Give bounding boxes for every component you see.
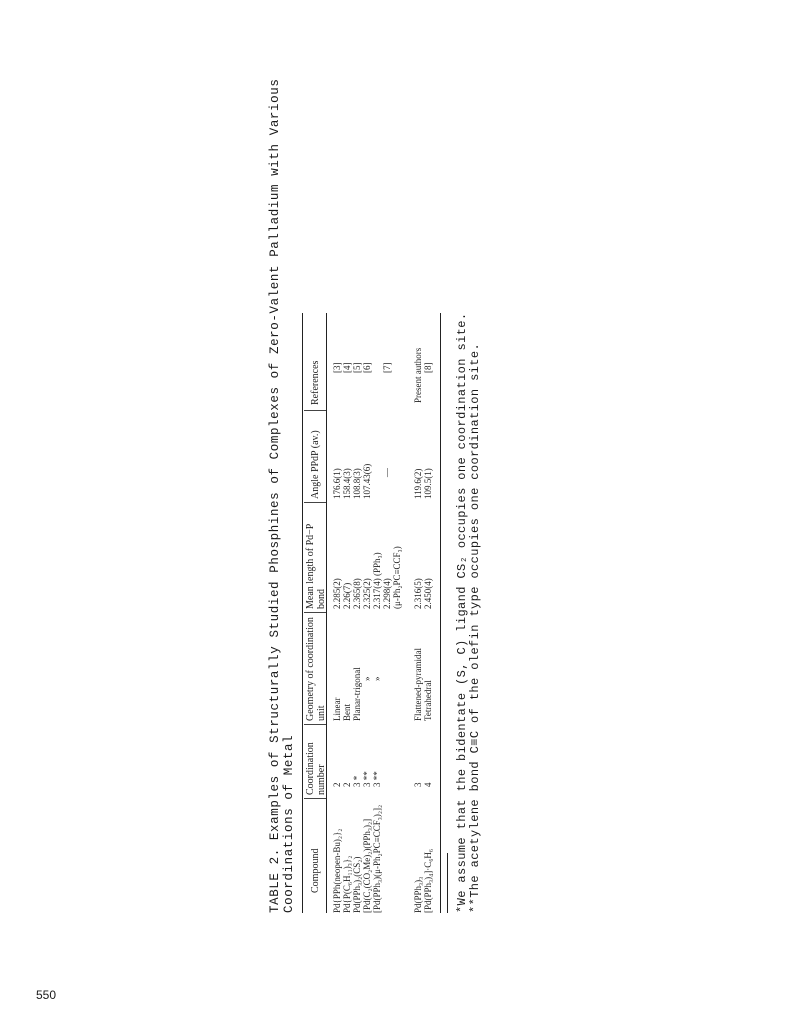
column-geometry	[413, 648, 433, 721]
cell-coord: 3 *	[352, 775, 362, 787]
cell-length: 2.365(8)	[352, 578, 362, 609]
column-divider	[304, 724, 326, 725]
cell-ref: [8]	[423, 362, 433, 373]
footnote-divider	[447, 853, 448, 913]
cell-coord: 4	[423, 782, 433, 787]
cell-angle: 108.8(3)	[352, 468, 362, 499]
column-references	[413, 348, 433, 403]
column-length	[413, 578, 433, 609]
header-references: References	[310, 360, 321, 405]
cell-length: 2.298(4)	[382, 578, 392, 609]
header-geometry: Geometry of coordination unit	[305, 617, 327, 721]
table-header-rule	[326, 313, 327, 913]
cell-compound: [Pd(PPh₃)(μ-Ph₂PC≡CCF₃)₂]₂	[372, 804, 382, 913]
cell-coord: 3 **	[362, 771, 372, 787]
table-caption	[268, 78, 296, 913]
cell-angle: —	[382, 468, 392, 477]
cell-compound: Pd{P(C₆H₁₁)₃}₂	[342, 855, 352, 913]
column-divider	[304, 798, 326, 799]
cell-ref: [4]	[342, 362, 352, 373]
cell-compound: Pd(PPh₃)₃	[413, 876, 423, 913]
table-bottom-rule	[440, 313, 441, 913]
cell-ref: [5]	[352, 362, 362, 373]
cell-compound: Pd(PPh₃)₂(CS₂)	[352, 856, 362, 913]
footnote-single-asterisk: *We assume that the bidentate (S, C) ligand CS₂ occupies one coordination site.	[455, 312, 469, 913]
column-length	[332, 546, 402, 609]
cell-geometry: Tetrahedral	[423, 680, 433, 721]
cell-ref: [3]	[332, 362, 342, 373]
cell-length: 2.325(2)	[362, 578, 372, 609]
cell-ref: [6]	[362, 362, 372, 373]
caption-line-1: TABLE 2. Examples of Structurally Studied Phosphines of Complexes of Zero-Valent Palladium with Various	[268, 78, 282, 913]
cell-coord: 2	[342, 782, 352, 787]
table-top-rule	[302, 313, 303, 913]
table-row	[413, 849, 433, 913]
cell-geometry: Linear	[332, 697, 342, 721]
cell-coord: 2	[332, 782, 342, 787]
cell-geometry: Planar-trigonal	[352, 667, 362, 721]
column-divider	[304, 410, 326, 411]
cell-length: 2.316(5)	[413, 578, 423, 609]
cell-length: (μ-Ph₂PC≡CCF₃)	[392, 546, 402, 609]
cell-geometry: »	[372, 676, 382, 681]
cell-length: 2.285(2)	[332, 578, 342, 609]
column-divider	[304, 502, 326, 503]
footnotes	[456, 93, 482, 913]
column-geometry	[332, 667, 382, 721]
cell-angle: 119.6(2)	[413, 468, 423, 499]
column-coordination	[413, 783, 433, 788]
cell-coord: 3	[413, 782, 423, 787]
column-angle	[332, 464, 392, 499]
cell-angle: 158.4(3)	[342, 468, 352, 499]
caption-line-2: Coordinations of Metal	[282, 734, 296, 913]
cell-ref: Present authors	[413, 347, 423, 403]
column-coordination	[332, 771, 382, 787]
column-divider	[304, 612, 326, 613]
page-number: 550	[36, 988, 57, 1002]
cell-length: 2.26(7)	[342, 582, 352, 609]
column-references	[332, 363, 392, 374]
header-angle: Angle PPdP (av.)	[310, 430, 321, 499]
cell-geometry: Flattened-pyramidal	[413, 648, 423, 721]
table-row	[332, 805, 382, 913]
cell-coord: 3 **	[372, 771, 382, 787]
cell-length: 2.450(4)	[423, 578, 433, 609]
cell-compound: [Pd(PPh₃)₄]·C₆H₆	[423, 848, 433, 913]
cell-compound: Pd{PPh(neopen-Bu)₂}₂	[332, 828, 342, 913]
cell-angle: 107.43(6)	[362, 463, 372, 499]
cell-length: 2.317(4) (PPh₃)	[372, 552, 382, 609]
header-compound: Compound	[310, 848, 321, 893]
column-angle	[413, 468, 433, 499]
cell-geometry: »	[362, 676, 372, 681]
rotated-page-content	[268, 78, 508, 913]
cell-angle: 176.6(1)	[332, 468, 342, 499]
header-mean-length: Mean length of Pd−P bond	[305, 523, 327, 609]
footnote-double-asterisk: **The acetylene bond C≡C of the olefin type occupies one coordination site.	[468, 342, 482, 913]
cell-geometry: Bent	[342, 704, 352, 721]
cell-angle: 109.5(1)	[423, 468, 433, 499]
cell-compound: [Pd(C₂(CO₂Me)₂)(PPh₃)₂]	[362, 818, 372, 913]
header-coordination-number: Coordination number	[305, 742, 327, 795]
cell-ref: [7]	[382, 362, 392, 373]
